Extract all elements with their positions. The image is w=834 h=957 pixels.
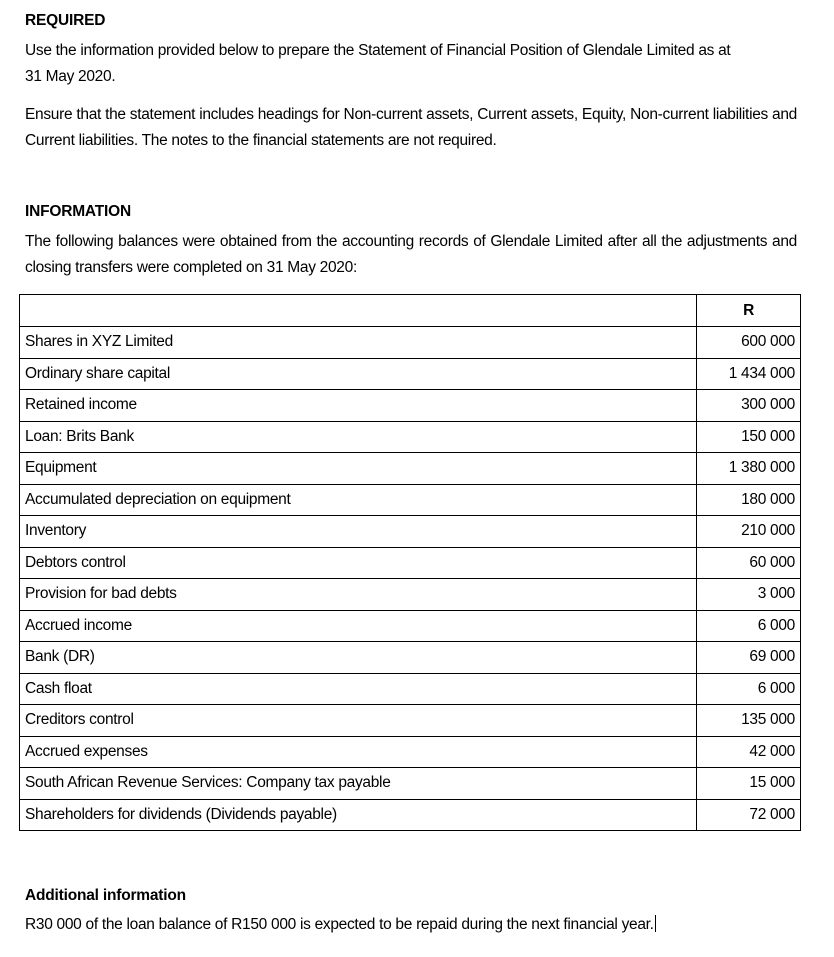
table-row bbox=[20, 579, 801, 611]
currency-header: R bbox=[697, 295, 801, 327]
row-label: Accrued expenses bbox=[20, 736, 697, 768]
table-row bbox=[20, 705, 801, 737]
row-amount: 69 000 bbox=[697, 642, 801, 674]
additional-info-heading: Additional information bbox=[25, 887, 186, 904]
information-intro: The following balances were obtained from the accounting records of Glendale Limited after all the adjustments and closing transfers were completed on 31 May 2020: bbox=[25, 233, 797, 276]
row-amount: 300 000 bbox=[697, 390, 801, 422]
row-amount: 210 000 bbox=[697, 516, 801, 548]
row-amount: 1 380 000 bbox=[697, 453, 801, 485]
row-amount: 135 000 bbox=[697, 705, 801, 737]
row-amount: 1 434 000 bbox=[697, 358, 801, 390]
required-paragraph-2: Ensure that the statement includes headings for Non-current assets, Current assets, Equity, Non-current liabilities and Current liabilities. The notes to the financial statements are not required. bbox=[25, 106, 797, 149]
table-row bbox=[20, 421, 801, 453]
row-label: Inventory bbox=[20, 516, 697, 548]
row-amount: 60 000 bbox=[697, 547, 801, 579]
table-row bbox=[20, 516, 801, 548]
table-row bbox=[20, 327, 801, 359]
row-amount: 72 000 bbox=[697, 799, 801, 831]
table-row bbox=[20, 673, 801, 705]
row-label: Retained income bbox=[20, 390, 697, 422]
row-label: South African Revenue Services: Company tax payable bbox=[20, 768, 697, 800]
row-amount: 3 000 bbox=[697, 579, 801, 611]
table-row bbox=[20, 736, 801, 768]
table-row bbox=[20, 642, 801, 674]
table-row bbox=[20, 768, 801, 800]
table-row bbox=[20, 484, 801, 516]
table-header-row bbox=[20, 295, 801, 327]
table-row bbox=[20, 799, 801, 831]
row-amount: 6 000 bbox=[697, 673, 801, 705]
required-line-2: 31 May 2020. bbox=[25, 68, 116, 85]
header-blank-cell bbox=[20, 295, 697, 327]
row-label: Accrued income bbox=[20, 610, 697, 642]
additional-info-text: R30 000 of the loan balance of R150 000 is expected to be repaid during the next financial year. bbox=[25, 916, 654, 933]
required-line-1: Use the information provided below to prepare the Statement of Financial Position of Glendale Limited as at bbox=[25, 42, 731, 59]
row-amount: 6 000 bbox=[697, 610, 801, 642]
balances-table bbox=[19, 294, 801, 831]
row-label: Accumulated depreciation on equipment bbox=[20, 484, 697, 516]
required-heading: REQUIRED bbox=[25, 12, 106, 29]
row-label: Equipment bbox=[20, 453, 697, 485]
row-label: Provision for bad debts bbox=[20, 579, 697, 611]
row-label: Shareholders for dividends (Dividends payable) bbox=[20, 799, 697, 831]
row-label: Ordinary share capital bbox=[20, 358, 697, 390]
row-label: Creditors control bbox=[20, 705, 697, 737]
row-amount: 180 000 bbox=[697, 484, 801, 516]
table-row bbox=[20, 358, 801, 390]
table-row bbox=[20, 547, 801, 579]
row-amount: 15 000 bbox=[697, 768, 801, 800]
row-label: Cash float bbox=[20, 673, 697, 705]
text-cursor bbox=[655, 915, 656, 932]
row-label: Loan: Brits Bank bbox=[20, 421, 697, 453]
row-amount: 42 000 bbox=[697, 736, 801, 768]
row-amount: 150 000 bbox=[697, 421, 801, 453]
table-row bbox=[20, 390, 801, 422]
row-label: Bank (DR) bbox=[20, 642, 697, 674]
information-heading: INFORMATION bbox=[25, 203, 131, 220]
table-row bbox=[20, 453, 801, 485]
table-row bbox=[20, 610, 801, 642]
additional-info-line[interactable] bbox=[25, 912, 797, 938]
row-amount: 600 000 bbox=[697, 327, 801, 359]
row-label: Shares in XYZ Limited bbox=[20, 327, 697, 359]
row-label: Debtors control bbox=[20, 547, 697, 579]
